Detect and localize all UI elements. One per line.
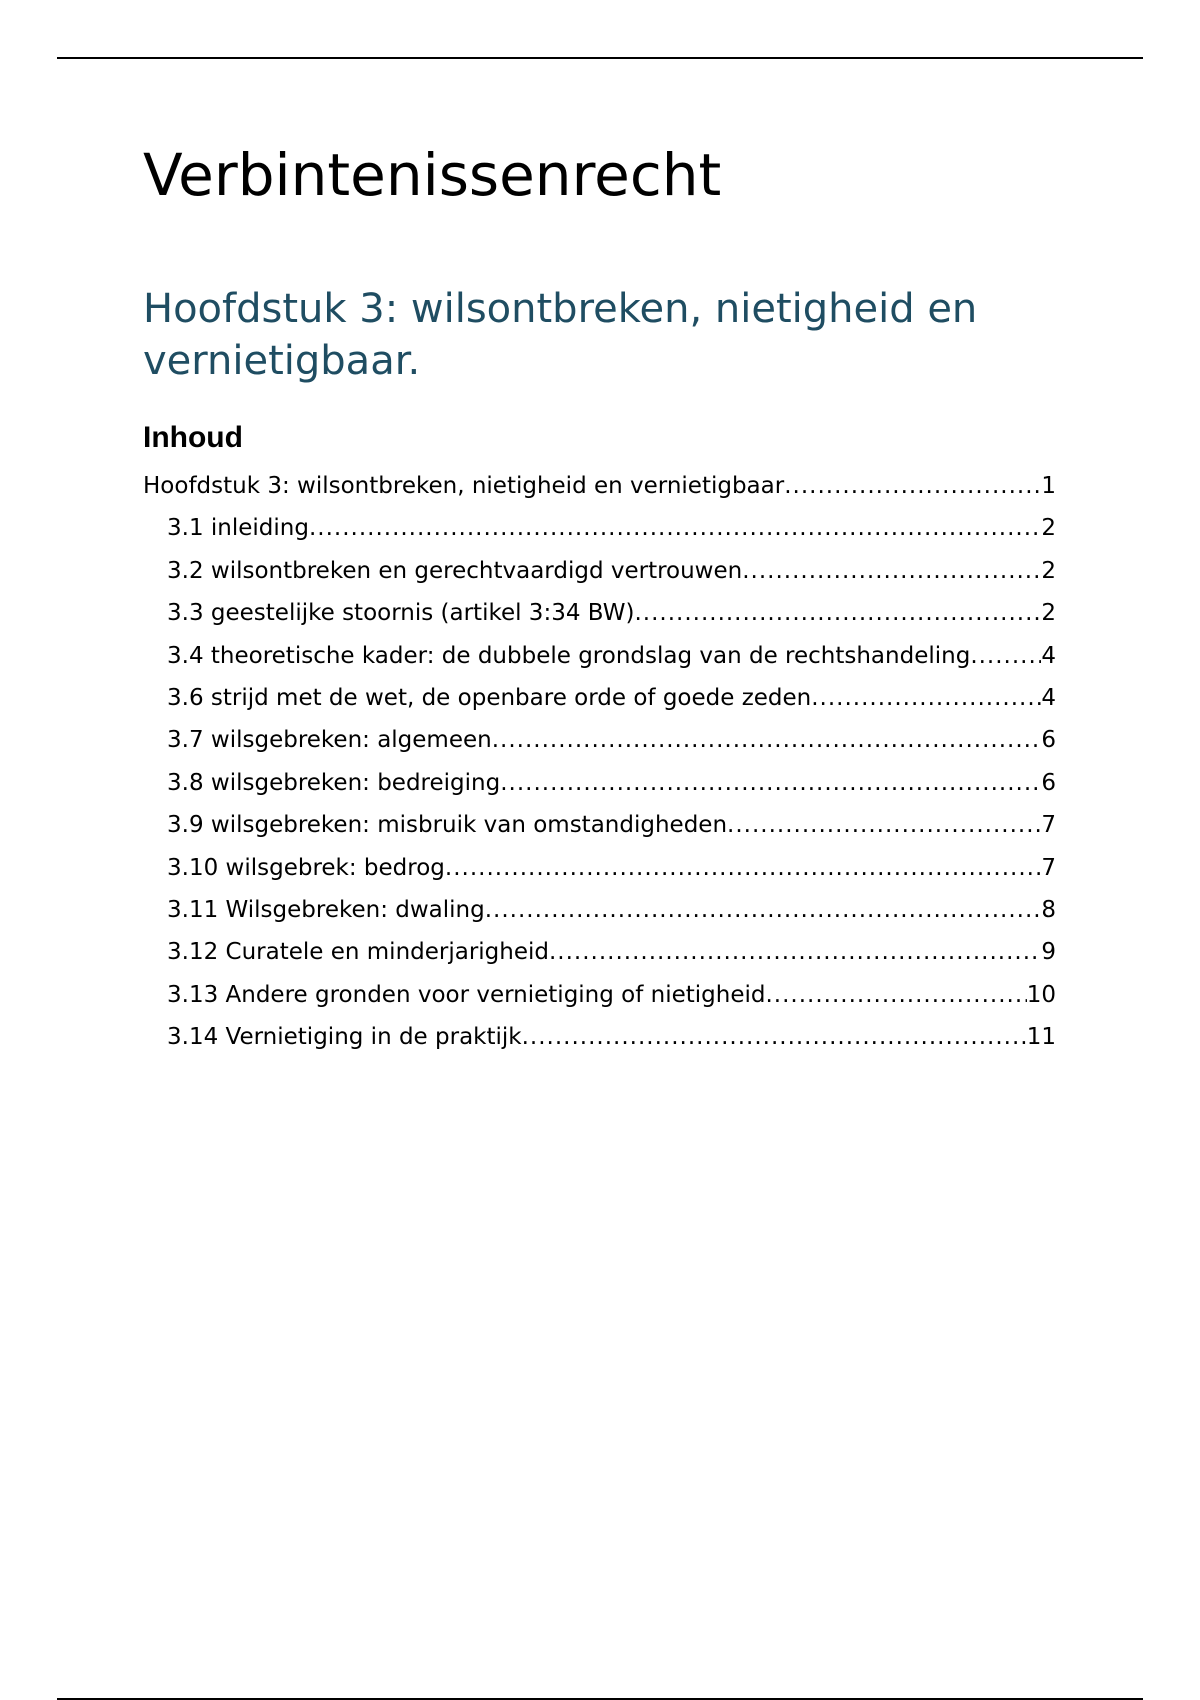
toc-leader <box>811 677 1041 719</box>
toc-entry-text: Hoofdstuk 3: wilsontbreken, nietigheid en vernietigbaar <box>143 473 785 499</box>
document-title: Verbintenissenrecht <box>143 141 722 209</box>
toc-entry-page: 8 <box>1041 896 1056 923</box>
toc-leader <box>549 931 1041 973</box>
toc-heading: Inhoud <box>143 421 243 454</box>
toc-leader <box>445 847 1041 889</box>
toc-entry[interactable] <box>143 762 1056 804</box>
toc-entry[interactable] <box>143 550 1056 592</box>
toc-entry-text: 3.7 wilsgebreken: algemeen <box>167 727 492 754</box>
toc-entry[interactable] <box>143 974 1056 1016</box>
toc-entry-page: 6 <box>1041 769 1056 796</box>
toc-entry-page: 1 <box>1041 473 1056 499</box>
toc-entry-text: 3.8 wilsgebreken: bedreiging <box>167 769 501 796</box>
toc-entry-text: 3.4 theoretische kader: de dubbele grondslag van de rechtshandeling <box>167 642 971 669</box>
toc-leader <box>970 635 1041 677</box>
toc-entry-page: 10 <box>1026 981 1056 1008</box>
toc-entry-text: 3.9 wilsgebreken: misbruik van omstandigheden <box>167 812 728 839</box>
toc-entry[interactable] <box>143 592 1056 634</box>
toc-entry-page: 6 <box>1041 727 1056 754</box>
toc-entry[interactable] <box>143 847 1056 889</box>
toc-entry[interactable] <box>143 804 1056 846</box>
toc-entry-text: 3.12 Curatele en minderjarigheid <box>167 939 549 966</box>
toc-entry[interactable] <box>143 889 1056 931</box>
toc-entry-page: 4 <box>1041 642 1056 669</box>
toc-leader <box>634 592 1041 634</box>
toc-entry-text: 3.11 Wilsgebreken: dwaling <box>167 896 485 923</box>
toc-leader <box>522 1016 1027 1058</box>
toc-entry-text: 3.2 wilsontbreken en gerechtvaardigd vertrouwen <box>167 557 743 584</box>
toc-leader <box>784 465 1041 507</box>
toc-entry-text: 3.1 inleiding <box>167 515 309 542</box>
toc-entry-page: 7 <box>1041 854 1056 881</box>
toc-entry-text: 3.3 geestelijke stoornis (artikel 3:34 BW) <box>167 600 635 627</box>
toc-leader <box>309 507 1041 549</box>
chapter-heading: Hoofdstuk 3: wilsontbreken, nietigheid en vernietigbaar. <box>143 286 978 384</box>
toc-entry-text: 3.14 Vernietiging in de praktijk <box>167 1024 522 1051</box>
toc-entry-page: 2 <box>1041 515 1056 542</box>
toc-entry-page: 4 <box>1041 684 1056 711</box>
toc-entry[interactable] <box>143 719 1056 761</box>
toc-leader <box>727 804 1041 846</box>
toc-leader <box>500 762 1041 804</box>
toc-leader <box>766 974 1027 1016</box>
toc-entry-text: 3.6 strijd met de wet, de openbare orde of goede zeden <box>167 684 812 711</box>
toc-entry-text: 3.13 Andere gronden voor vernietiging of nietigheid <box>167 981 766 1008</box>
toc-entry[interactable] <box>143 931 1056 973</box>
toc-entry-page: 9 <box>1041 939 1056 966</box>
toc-leader <box>492 719 1042 761</box>
toc-leader <box>485 889 1042 931</box>
top-rule <box>57 57 1143 59</box>
toc-entry[interactable] <box>143 507 1056 549</box>
toc-entry-page: 7 <box>1041 812 1056 839</box>
toc-entry-page: 11 <box>1026 1024 1056 1051</box>
toc-entry-page: 2 <box>1041 557 1056 584</box>
table-of-contents <box>143 465 1056 1058</box>
toc-entry[interactable] <box>143 635 1056 677</box>
toc-entry[interactable] <box>143 677 1056 719</box>
toc-entry[interactable] <box>143 1016 1056 1058</box>
toc-entry[interactable] <box>143 465 1056 507</box>
toc-leader <box>742 550 1041 592</box>
toc-entry-page: 2 <box>1041 600 1056 627</box>
toc-entry-text: 3.10 wilsgebrek: bedrog <box>167 854 445 881</box>
